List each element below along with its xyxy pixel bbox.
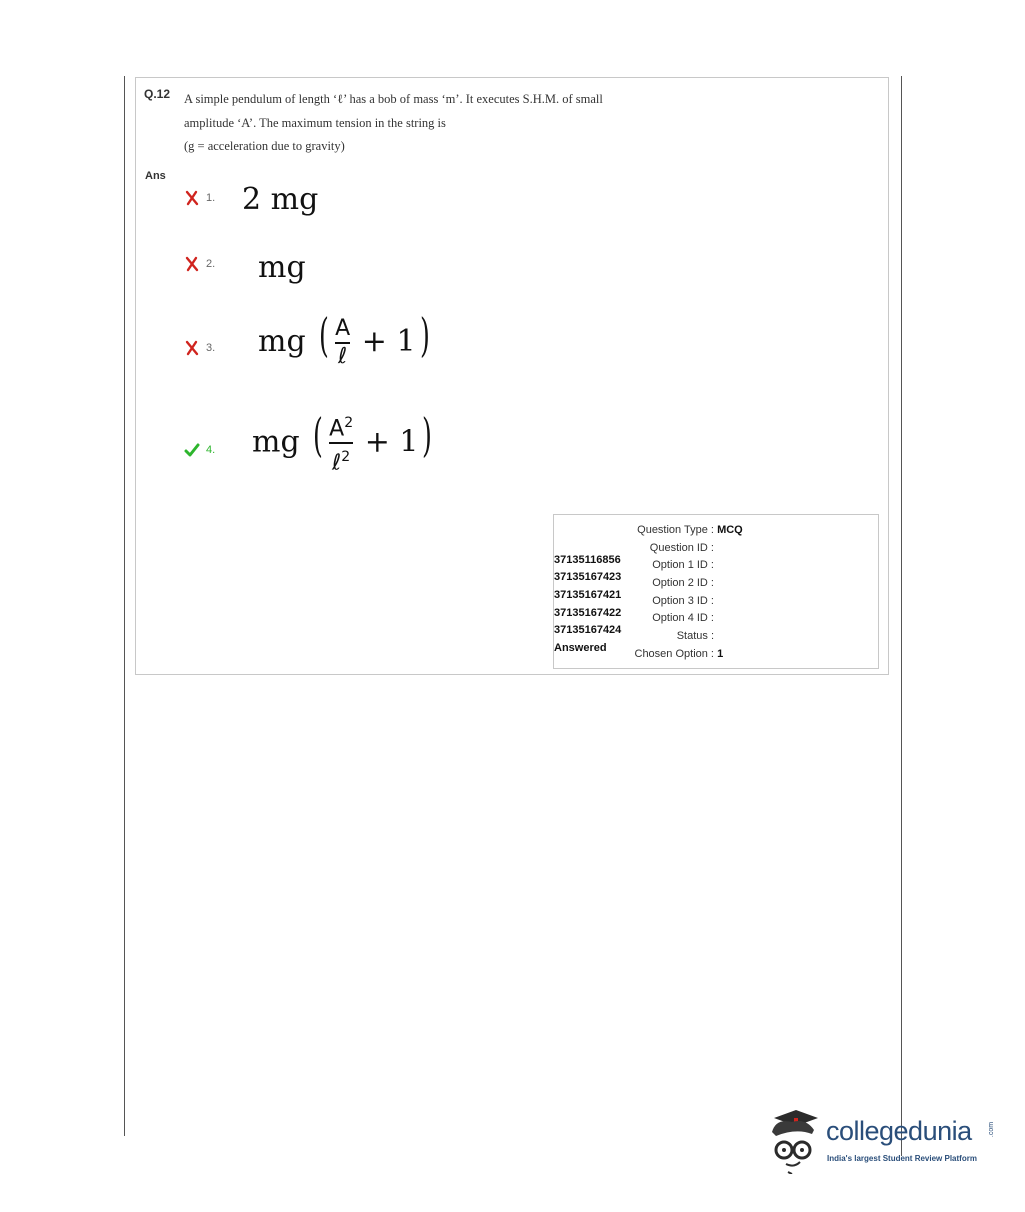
wrong-cross-icon bbox=[184, 190, 200, 206]
meta-value: Answered bbox=[554, 642, 607, 654]
option-number: 4. bbox=[206, 444, 216, 456]
meta-value: 37135116856 bbox=[554, 554, 621, 566]
option-number: 2. bbox=[206, 258, 216, 270]
meta-value: MCQ bbox=[717, 524, 743, 536]
meta-row-question-type bbox=[554, 524, 764, 536]
meta-value: 37135167424 bbox=[554, 624, 622, 636]
option-4[interactable] bbox=[184, 408, 484, 506]
question-panel bbox=[135, 77, 889, 675]
math-prefix: mg bbox=[252, 424, 300, 460]
meta-label: Chosen Option : bbox=[634, 648, 714, 660]
option-3-math: mg ( $\frac{A}{\text{ℓ}}$ + 1) bbox=[258, 308, 430, 369]
question-metadata-panel bbox=[553, 514, 879, 669]
meta-value: 37135167423 bbox=[554, 571, 622, 583]
collegedunia-logo[interactable] bbox=[766, 1104, 996, 1174]
question-text-line-1: A simple pendulum of length ‘ℓ’ has a bob of mass ‘m’. It executes S.H.M. of small bbox=[184, 92, 603, 106]
brand-suffix: .com bbox=[988, 1121, 996, 1138]
brand-name: collegedunia bbox=[826, 1116, 972, 1146]
wrong-cross-icon bbox=[184, 256, 200, 272]
meta-value: 37135167422 bbox=[554, 607, 622, 619]
fraction bbox=[335, 318, 350, 368]
brand-tagline: India's largest Student Review Platform bbox=[827, 1154, 977, 1163]
meta-label: Option 1 ID : bbox=[652, 559, 714, 571]
question-text-line-2: amplitude ‘A’. The maximum tension in the string is bbox=[184, 116, 446, 130]
answer-label: Ans bbox=[145, 170, 166, 182]
numerator-exponent: 2 bbox=[344, 415, 354, 431]
denominator-exponent: 2 bbox=[341, 449, 351, 466]
option-2-math: mg bbox=[258, 250, 306, 285]
fraction bbox=[329, 412, 353, 475]
right-margin-line bbox=[901, 76, 902, 1156]
meta-value: 37135167421 bbox=[554, 589, 622, 601]
meta-label: Option 4 ID : bbox=[652, 612, 714, 624]
option-3[interactable] bbox=[184, 308, 484, 400]
meta-label: Status : bbox=[676, 630, 714, 642]
meta-label: Option 2 ID : bbox=[652, 577, 714, 589]
option-2[interactable] bbox=[184, 250, 384, 296]
meta-row-chosen-option bbox=[554, 648, 764, 660]
meta-label: Option 3 ID : bbox=[652, 595, 714, 607]
fraction-denominator: ℓ bbox=[338, 344, 348, 369]
option-4-math: mg ( $\frac{A^2}{\ell^2}$ + 1) bbox=[252, 408, 433, 476]
math-suffix: + 1 bbox=[364, 424, 419, 460]
wrong-cross-icon bbox=[184, 340, 200, 356]
fraction-denominator: ℓ bbox=[332, 450, 342, 476]
fraction-numerator: A bbox=[335, 316, 351, 341]
mascot-face-icon bbox=[766, 1104, 824, 1174]
question-text-line-3: (g = acceleration due to gravity) bbox=[184, 139, 345, 153]
option-1-math: 2 mg bbox=[242, 182, 319, 217]
option-1[interactable] bbox=[184, 182, 384, 230]
option-number: 1. bbox=[206, 192, 216, 204]
option-number: 3. bbox=[206, 342, 216, 354]
meta-label: Question ID : bbox=[649, 542, 714, 554]
meta-label: Question Type : bbox=[637, 524, 714, 536]
left-margin-line bbox=[124, 76, 125, 1136]
fraction-numerator: A bbox=[329, 416, 345, 442]
question-number: Q.12 bbox=[144, 87, 171, 101]
correct-check-icon bbox=[184, 442, 200, 458]
math-suffix: + 1 bbox=[361, 324, 416, 359]
math-prefix: mg bbox=[258, 324, 306, 359]
meta-value: 1 bbox=[717, 648, 724, 660]
